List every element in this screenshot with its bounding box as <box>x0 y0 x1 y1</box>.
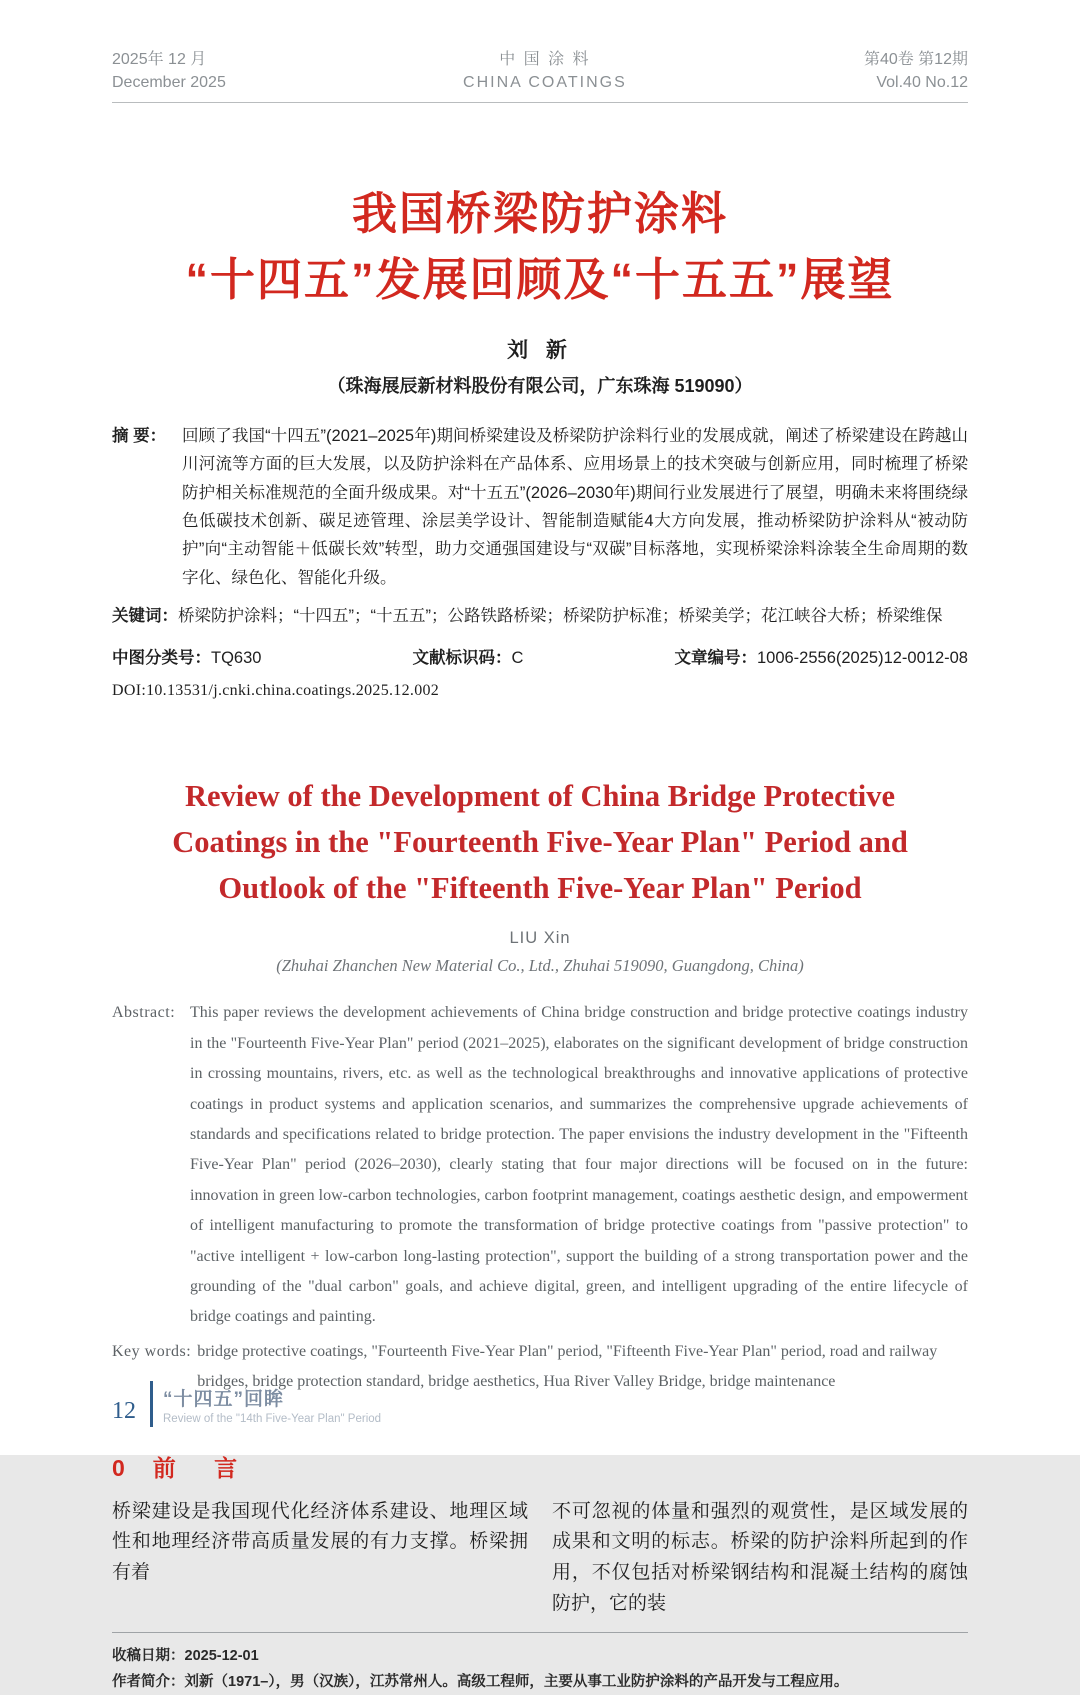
footnote <box>112 1632 968 1695</box>
footer-column-title-cn: “十四五”回眸 <box>163 1388 285 1410</box>
author-bio-line <box>112 1669 968 1695</box>
article-title-en-line3: Outlook of the "Fifteenth Five-Year Plan" Period <box>218 870 862 905</box>
affiliation-cn: （珠海展辰新材料股份有限公司，广东珠海 519090） <box>327 375 753 396</box>
received-date-value: 2025-12-01 <box>184 1647 259 1664</box>
abstract-en <box>112 998 968 1332</box>
abstract-cn-label: 摘 要： <box>112 426 167 445</box>
journal-header <box>112 0 968 103</box>
article-title-en-line2: Coatings in the "Fourteenth Five-Year Plan" Period and <box>172 824 908 859</box>
article-title-cn-line2: “十四五”发展回顾及“十五五”展望 <box>185 253 895 305</box>
clc-label: 中图分类号： <box>112 649 211 668</box>
affiliation-en: (Zhuhai Zhanchen New Material Co., Ltd., Zhuhai 519090, Guangdong, China) <box>276 956 804 976</box>
document-code-value: C <box>511 649 524 668</box>
section-0-heading <box>112 1450 968 1483</box>
article-number-value: 1006-2556(2025)12-0012-08 <box>756 649 968 668</box>
received-date-line <box>112 1643 968 1669</box>
footer-divider <box>150 1381 153 1427</box>
footer-column-title-en: Review of the "14th Five-Year Plan" Period <box>163 1412 382 1425</box>
keywords-en-text: bridge protective coatings, "Fourteenth Five-Year Plan" period, "Fifteenth Five-Year Plan" period, road and railway bridges, bridge protection standard, bridge aesthetics, Hua River Valley Bridge, bridge maintenance <box>197 1342 938 1391</box>
article-title-cn <box>112 181 968 312</box>
abstract-cn <box>112 422 968 592</box>
document-code-label: 文献标识码： <box>412 649 512 668</box>
journal-header-name <box>463 48 627 94</box>
journal-header-date <box>112 48 226 94</box>
author-en: LIU Xin <box>509 929 571 948</box>
article-title-en <box>112 774 968 911</box>
journal-header-issue <box>864 48 968 94</box>
keywords-cn-text: 桥梁防护涂料；“十四五”；“十五五”；公路铁路桥梁；桥梁防护标准；桥梁美学；花江峡谷大桥；桥梁维保 <box>178 607 943 626</box>
page-footer <box>112 1381 381 1427</box>
page-number: 12 <box>112 1398 136 1424</box>
article-number-label: 文章编号： <box>674 649 757 668</box>
journal-date-cn: 2025年 12 月 <box>112 51 207 68</box>
author-bio-value: 刘新（1971–），男（汉族），江苏常州人。高级工程师，主要从事工业防护涂料的产品开发与工程应用。 <box>184 1673 849 1690</box>
keywords-cn <box>112 602 968 630</box>
journal-issue-cn: 第40卷 第12期 <box>863 51 968 68</box>
doi: DOI:10.13531/j.cnki.china.coatings.2025.12.002 <box>112 682 440 700</box>
article-number <box>674 644 968 668</box>
author-cn: 刘 新 <box>507 338 573 362</box>
document-code <box>413 644 524 668</box>
journal-name-cn: 中 国 涂 料 <box>499 51 591 68</box>
meta-row <box>112 644 968 668</box>
journal-date-en: December 2025 <box>112 74 226 92</box>
abstract-en-label: Abstract: <box>112 1004 176 1022</box>
journal-issue-en: Vol.40 No.12 <box>876 74 968 92</box>
article-title-en-line1: Review of the Development of China Bridge Protective <box>184 779 896 814</box>
clc-value: TQ630 <box>211 649 262 668</box>
section-0-title: 前 言 <box>152 1454 254 1481</box>
body-column-left: 桥梁建设是我国现代化经济体系建设、地理区域性和地理经济带高质量发展的有力支撑。桥梁拥有着 <box>112 1500 528 1584</box>
section-0-number: 0 <box>112 1454 127 1481</box>
keywords-cn-label: 关键词： <box>112 607 178 626</box>
abstract-en-text: This paper reviews the development achievements of China bridge construction and bridge protective coatings industry in the "Fourteenth Five-Year Plan" period (2021–2025), elaborates on the significant development of bridge construction in crossing mountains, rivers, etc. as well as the technological breakthroughs and innovative applications of protective coatings in product systems and application scenarios, and summarizes the comprehensive upgrade achievements of standards and specifications related to bridge protection. The paper envisions the industry development in the "Fifteenth Five-Year Plan" period (2026–2030), clearly stating that four major directions will be focused on in the future: innovation in green low-carbon technologies, carbon footprint management, coatings aesthetic design, and empowerment of intelligent manufacturing to promote the transformation of bridge protective coatings from "passive protection" to "active intelligent + low-carbon long-lasting protection", support the building of a strong transportation power and the grounding of the "dual carbon" goals, and achieve digital, green, and intelligent upgrading of the entire lifecycle of bridge coatings and painting. <box>190 1004 968 1326</box>
abstract-cn-text: 回顾了我国“十四五”(2021–2025年)期间桥梁建设及桥梁防护涂料行业的发展成就，阐述了桥梁建设在跨越山川河流等方面的巨大发展，以及防护涂料在产品体系、应用场景上的技术突破与创新应用，同时梳理了桥梁防护相关标准规范的全面升级成果。对“十五五”(2026–2030年)期间行业发展进行了展望，明确未来将围绕绿色低碳技术创新、碳足迹管理、涂层美学设计、智能制造赋能4大方向发展，推动桥梁防护涂料从“被动防护”向“主动智能＋低碳长效”转型，助力交通强国建设与“双碳”目标落地，实现桥梁涂料涂装全生命周期的数字化、绿色化、智能化升级。 <box>182 426 968 587</box>
clc-number <box>112 644 261 668</box>
body-columns <box>112 1497 968 1620</box>
received-date-label: 收稿日期： <box>112 1647 185 1664</box>
journal-name-en: CHINA COATINGS <box>463 74 627 92</box>
body-column-right: 不可忽视的体量和强烈的观赏性，是区域发展的成果和文明的标志。桥梁的防护涂料所起到的作用，不仅包括对桥梁钢结构和混凝土结构的腐蚀防护，它的装 <box>552 1500 968 1614</box>
article-title-cn-line1: 我国桥梁防护涂料 <box>351 188 728 240</box>
author-bio-label: 作者简介： <box>112 1673 185 1690</box>
keywords-en-label: Key words: <box>112 1342 192 1360</box>
footer-column-labels <box>163 1384 381 1425</box>
